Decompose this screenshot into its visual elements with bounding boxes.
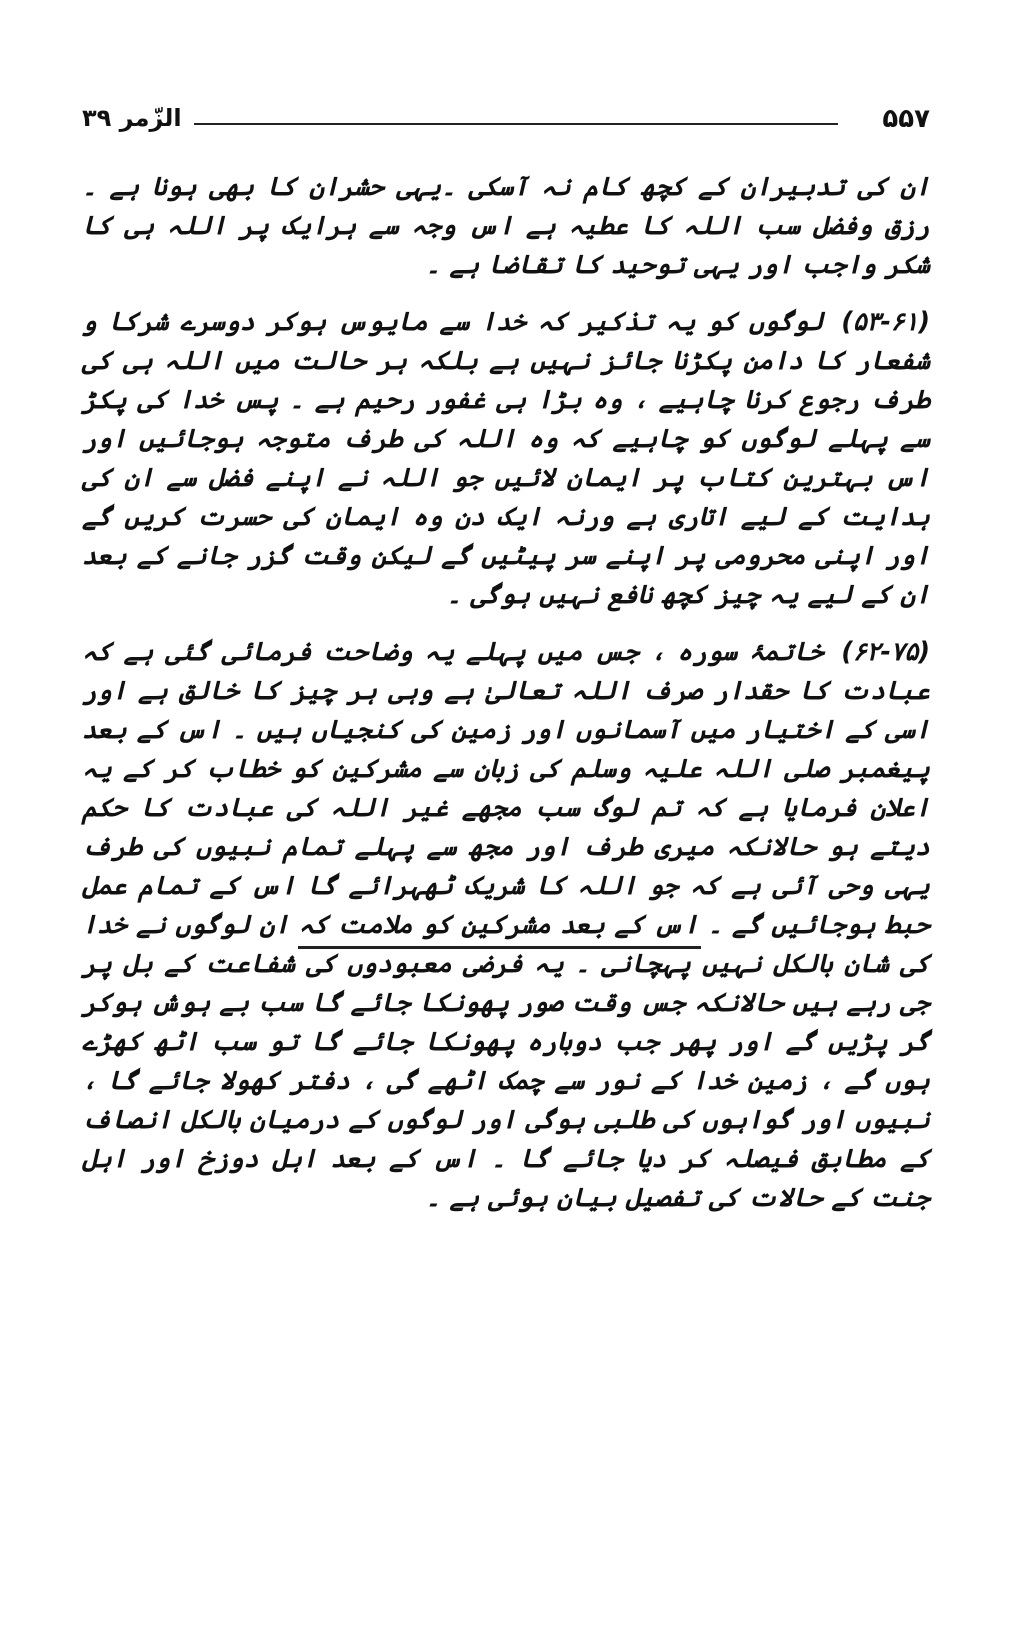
paragraph-text: خاتمۂ سورہ ، جس میں پہلے یہ وضاحت فرمائی گئی ہے کہ عبادت کا حقدار صرف اللہ تعالیٰ ہے وہی ہر چیز کا خالق ہے اور اسی کے اختیار میں آسمانوں اور زمین کی کنجیاں ہیں ۔ اس کے بعد پیغمبر صلی اللہ علیہ وسلم کی زبان سے مشرکین کو خطاب کر کے یہ اعلان فرمایا ہے کہ تم لوگ سب مجھے غیر اللہ کی عبادت کا حکم دیتے ہو حالانکہ میری طرف اور مجھ سے پہلے تمام نبیوں کی طرف یہی وحی آئی ہے کہ جو اللہ کا شریک ٹھہرائے گا اس کے تمام عمل حبط ہوجائیں گے ۔ اس کے بعد مشرکین کو ملامت کہ ان لوگوں نے خدا کی شان بالکل نہیں پہچانی ۔ یہ فرضی معبودوں کی شفاعت کے بل پر جی رہے ہیں حالانکہ جس وقت صور پھونکا جائے گا سب بے ہوش ہوکر گر پڑیں گے اور پھر جب دوبارہ پھونکا جائے گا تو سب اٹھ کھڑے ہوں گے ، زمین خدا کے نور سے چمک اٹھے گی ، دفتر کھولا جائے گا ، نبیوں اور گواہوں کی طلبی ہوگی اور لوگوں کے درمیان بالکل انصاف کے مطابق فیصلہ کر دیا جائے گا ۔ اس کے بعد اہل دوزخ اور اہل جنت کے حالات کی تفصیل بیان ہوئی ہے ۔: [82, 637, 930, 1213]
verse-range-ref: (۵۳-۶۱): [841, 307, 930, 337]
surah-label: الزّمر ۳۹: [82, 104, 182, 132]
section-end-rule: [298, 946, 701, 949]
paragraph-intro: [82, 168, 930, 285]
paragraph-text: لوگوں کو یہ تذکیر کہ خدا سے مایوس ہوکر دوسرے شرکا و شفعار کا دامن پکڑنا جائز نہیں ہے بلکہ ہر حالت میں اللہ ہی کی طرف رجوع کرنا چاہیے ، وہ بڑا ہی غفور رحیم ہے ۔ پس خدا کی پکڑ سے پہلے لوگوں کو چاہیے کہ وہ اللہ کی طرف متوجہ ہوجائیں اور اس بہترین کتاب پر ایمان لائیں جو اللہ نے اپنے فضل سے ان کی ہدایت کے لیے اتاری ہے ورنہ ایک دن وہ ایمان کی حسرت کریں گے اور اپنی محرومی پر اپنے سر پیٹیں گے لیکن وقت گزر جانے کے بعد ان کے لیے یہ چیز کچھ نافع نہیں ہوگی ۔: [82, 307, 930, 610]
paragraph-verses-53-61: [82, 303, 930, 615]
verse-range-ref: (۶۲-۷۵): [841, 637, 930, 667]
body-text: [82, 168, 930, 1236]
running-header: [82, 104, 930, 144]
paragraph-verses-62-75: [82, 633, 930, 1218]
paragraph-text: ان کی تدبیران کے کچھ کام نہ آسکی ۔یہی حشران کا بھی ہونا ہے ۔ رزق وفضل سب اللہ کا عطیہ ہے اس وجہ سے ہرایک پر اللہ ہی کا شکر واجب اور یہی توحید کا تقاضا ہے ۔: [82, 172, 930, 280]
page-number: ۵۵۷: [882, 104, 930, 134]
header-rule: [194, 123, 838, 125]
